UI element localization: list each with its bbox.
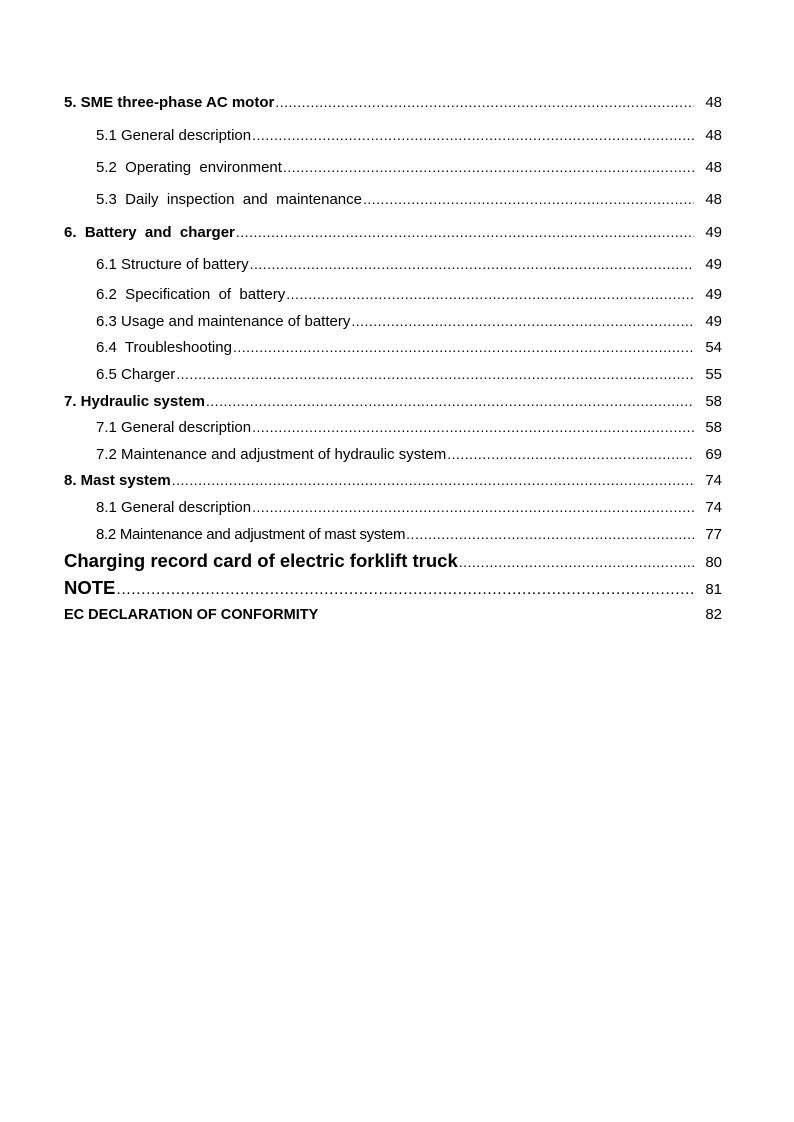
toc-entry-page: 74: [705, 472, 722, 489]
toc-entry-page: 49: [705, 256, 722, 273]
toc-entry-label: 7.1 General description: [96, 419, 252, 436]
toc-entry-ec-declaration[interactable]: [64, 606, 722, 623]
toc-entry-label: 6.2 Specification of battery: [96, 286, 286, 303]
toc-entry-label: 8.1 General description: [96, 499, 252, 516]
toc-entry-8[interactable]: [64, 472, 722, 489]
toc-entry-page: 58: [705, 419, 722, 436]
toc-entry-label: 6.5 Charger: [96, 366, 176, 383]
toc-entry-note[interactable]: [64, 577, 722, 599]
dot-leader: [116, 581, 694, 599]
toc-entry-page: 81: [705, 581, 722, 598]
toc-entry-page: 49: [705, 313, 722, 330]
toc-entry-label: NOTE: [64, 577, 116, 598]
dot-leader: [459, 554, 694, 570]
dot-leader: [233, 339, 694, 355]
dot-leader: [252, 499, 694, 515]
dot-leader: [250, 256, 694, 272]
toc-entry-6[interactable]: [64, 224, 722, 241]
toc-entry-page: 48: [705, 191, 722, 208]
toc-entry-page: 55: [705, 366, 722, 383]
toc-entry-6-4[interactable]: [96, 339, 722, 356]
dot-leader: [252, 127, 694, 143]
toc-entry-page: 74: [705, 499, 722, 516]
toc-entry-page: 82: [705, 606, 722, 623]
toc-entry-5-1[interactable]: [96, 127, 722, 144]
toc-entry-label: 5.2 Operating environment: [96, 159, 282, 176]
toc-entry-label: 7.2 Maintenance and adjustment of hydraulic system: [96, 446, 447, 463]
toc-entry-5-2[interactable]: [96, 159, 722, 176]
toc-entry-page: 49: [705, 286, 722, 303]
toc-entry-page: 48: [705, 159, 722, 176]
dot-leader: [363, 191, 694, 207]
toc-entry-6-1[interactable]: [96, 256, 722, 273]
toc-entry-label: 6. Battery and charger: [64, 224, 235, 241]
toc-entry-page: 58: [705, 393, 722, 410]
toc-entry-label: Charging record card of electric forklift truck: [64, 550, 458, 571]
toc-entry-7-1[interactable]: [96, 419, 722, 436]
toc-entry-6-5[interactable]: [96, 366, 722, 383]
toc-entry-label: 8.2 Maintenance and adjustment of mast system: [96, 526, 406, 543]
toc-entry-5[interactable]: [64, 94, 722, 111]
dot-leader: [236, 224, 694, 240]
toc-entry-5-3[interactable]: [96, 191, 722, 208]
dot-leader: [406, 526, 694, 542]
toc-entry-label: 8. Mast system: [64, 472, 171, 489]
toc-entry-page: 48: [705, 94, 722, 111]
toc-entry-label: 6.3 Usage and maintenance of battery: [96, 313, 351, 330]
toc-entry-label: 6.4 Troubleshooting: [96, 339, 232, 356]
toc-entry-6-3[interactable]: [96, 313, 722, 330]
dot-leader: [252, 419, 694, 435]
toc-entry-page: 69: [705, 446, 722, 463]
toc-entry-7[interactable]: [64, 393, 722, 410]
dot-leader: [275, 94, 694, 110]
toc-entry-page: 48: [705, 127, 722, 144]
toc-entry-8-1[interactable]: [96, 499, 722, 516]
dot-leader: [447, 446, 694, 462]
toc-entry-page: 80: [705, 554, 722, 571]
toc-entry-page: 77: [705, 526, 722, 543]
dot-leader: [176, 366, 694, 382]
toc-entry-7-2[interactable]: [96, 446, 722, 463]
toc-entry-label: EC DECLARATION OF CONFORMITY: [64, 607, 319, 623]
toc-entry-label: 7. Hydraulic system: [64, 393, 205, 410]
dot-leader: [206, 393, 694, 409]
dot-leader: [172, 472, 694, 488]
toc-entry-label: 5.3 Daily inspection and maintenance: [96, 191, 362, 208]
toc-entry-charging-record-card[interactable]: [64, 550, 722, 572]
toc-entry-label: 6.1 Structure of battery: [96, 256, 249, 273]
dot-leader: [351, 313, 694, 329]
toc-entry-page: 54: [705, 339, 722, 356]
toc-entry-label: 5.1 General description: [96, 127, 252, 144]
toc-entry-label: 5. SME three-phase AC motor: [64, 94, 275, 111]
toc-entry-8-2[interactable]: [96, 526, 722, 543]
dot-leader: [286, 286, 694, 302]
dot-leader: [283, 159, 694, 175]
toc-entry-page: 49: [705, 224, 722, 241]
toc-entry-6-2[interactable]: [96, 286, 722, 303]
